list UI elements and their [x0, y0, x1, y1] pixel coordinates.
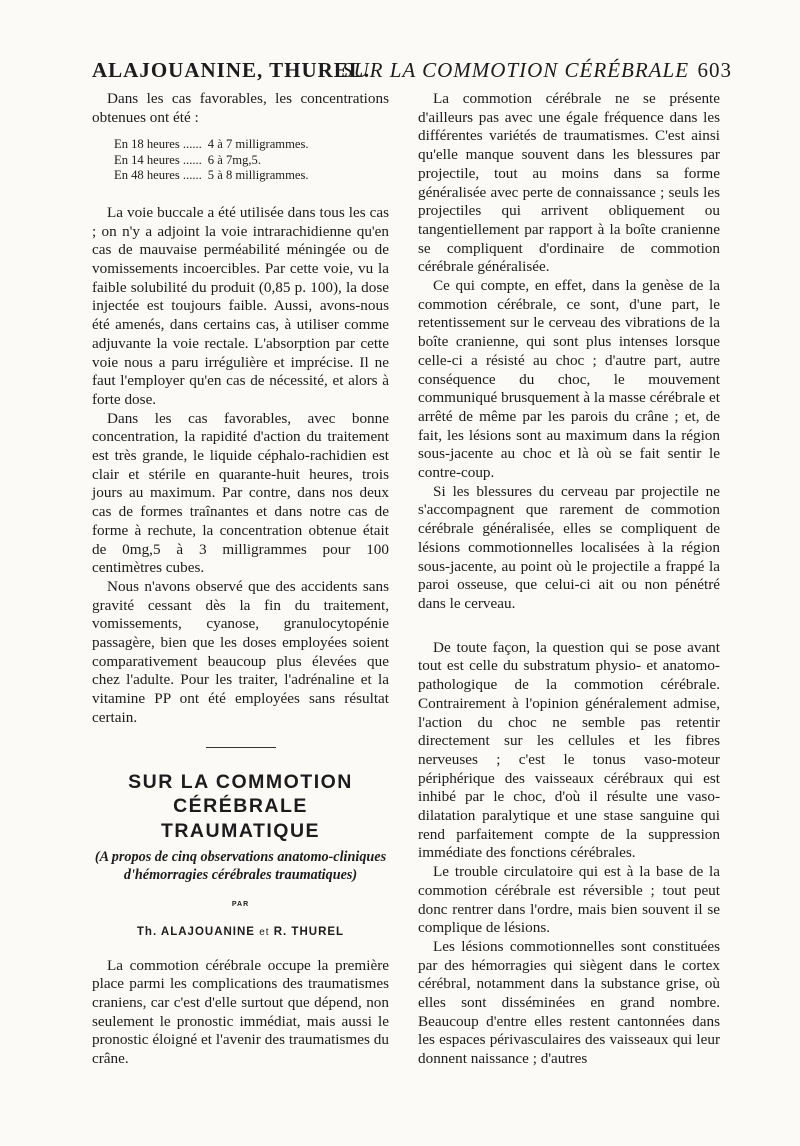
table-row	[114, 168, 315, 184]
article-title	[92, 770, 389, 844]
table-row	[114, 137, 315, 153]
paragraph: Si les blessures du cerveau par projectile ne s'accompagnent que rarement de commotion cérébrale généralisée, elles se compliquent de lésions commotionnelles localisées à la région sous-jacente, au point où le projectile a frappé la paroi osseuse, que celui-ci ait ou non pénétré dans le cerveau.	[418, 482, 720, 612]
value-cell: 6 à 7mg,5.	[207, 152, 261, 167]
running-header	[92, 58, 732, 88]
paragraph: Le trouble circulatoire qui est à la base de la commotion cérébrale est réversible ; tout peut donc rentrer dans l'ordre, mais bien souvent il se complique de lésions.	[418, 863, 720, 937]
time-cell: En 18 heures ......	[114, 137, 202, 152]
time-cell: En 48 heures ......	[114, 168, 202, 183]
paragraph: La voie buccale a été utilisée dans tous les cas ; on n'y a adjoint la voie intrarachidienne qu'en cas de mauvaise perméabilité méningée ou de vomissements incoercibles. Par cette voie, vu la faible solubilité du produit (0,85 p. 100), la dose injectée est toujours faible. Aussi, avons-nous été amenés, dans certains cas, à utiliser comme adjuvante la voie rectale. L'absorption par cette voie nous a paru irrégulière et imprécise. Il ne faut l'employer qu'en cas de nécessité, et alors à forte dose.	[92, 203, 389, 408]
section-divider	[206, 747, 276, 748]
paragraph: Nous n'avons observé que des accidents sans gravité cessant dès la fin du traitement, vomissements, cyanose, granulocytopénie passagère, bien que les doses employées soient comparativement beaucoup plus élevées que chez l'adulte. Pour les traiter, l'adrénaline et la vitamine PP ont été employées sans résultat certain.	[92, 577, 389, 726]
left-column	[92, 90, 389, 1069]
right-column	[418, 90, 720, 1069]
article-subtitle: (A propos de cinq observations anatomo-cliniques d'hémorragies cérébrales traumatiques)	[94, 849, 387, 883]
byline-conjunction: et	[259, 926, 270, 938]
article-title-line: TRAUMATIQUE	[160, 819, 321, 842]
header-title: SUR LA COMMOTION CÉRÉBRALE	[342, 58, 690, 82]
paragraph: La commotion cérébrale ne se présente d'ailleurs pas avec une égale fréquence dans les différentes variétés de traumatismes. C'est ainsi qu'elle manque souvent dans les blessures par projectile, tout au moins dans sa forme généralisée avec perte de connaissance ; seuls les projectiles qui arrivent obliquement ou tangentiellement par rapport à la boîte cranienne se compliquent d'ordinaire de commotion cérébrale généralisée.	[418, 90, 720, 276]
paragraph: Ce qui compte, en effet, dans la genèse de la commotion cérébrale, ce sont, d'une part, le retentissement sur le cerveau des vibrations de la boîte cranienne, qui sont plus intenses lorsque celle-ci a résisté au choc ; d'autre part, autre conséquence du choc, le mouvement communiqué brusquement à la masse cérébrale et arrêté de même par les parois du crâne ; et, de fait, les lésions sont au maximum dans la région sous-jacente au choc et là où se fait sentir le contre-coup.	[418, 277, 720, 482]
table-row	[114, 153, 315, 169]
article-byline	[92, 923, 389, 943]
article-title-line: SUR LA COMMOTION	[128, 770, 353, 793]
time-cell: En 14 heures ......	[114, 152, 202, 167]
concentration-table	[114, 137, 315, 184]
author-name: R. THUREL	[273, 925, 345, 938]
value-cell: 5 à 8 milligrammes.	[207, 168, 309, 183]
paragraph: Dans les cas favorables, avec bonne concentration, la rapidité d'action du traitement est très grande, le liquide céphalo-rachidien est clair et stérile en quarante-huit heures, trois jours au maximum. Par contre, dans nos deux cas de formes traînantes et dans notre cas de forme à rechute, la concentration obtenue était de 0mg,5 à 3 milligrammes pour 100 centimètres cubes.	[92, 409, 389, 577]
value-cell: 4 à 7 milligrammes.	[207, 137, 309, 152]
byline-par: PAR	[231, 901, 250, 909]
paragraph: De toute façon, la question qui se pose avant tout est celle du substratum physio- et anatomo-pathologique de la commotion cérébrale. Contrairement à l'opinion généralement admise, l'action du choc ne semble pas retentir directement sur les cellules et les fibres nerveuses ; c'est le tonus vaso-moteur périphérique des vaisseaux cérébraux qui est inhibé par le choc, d'où il résulte une vaso-dilatation paralytique et une stase sanguine qui rend parfaitement compte de la suppression immédiate des fonctions cérébrales.	[418, 638, 720, 862]
article-title-line: CÉRÉBRALE	[173, 795, 308, 818]
concentration-intro: Dans les cas favorables, les concentrations obtenues ont été :	[92, 90, 389, 126]
author-name: Th. ALAJOUANINE	[136, 925, 255, 938]
paragraph: La commotion cérébrale occupe la première place parmi les complications des traumatismes craniens, car c'est d'elle surtout que dépend, non seulement le pronostic immédiat, mais aussi le pronostic éloigné et l'avenir des traumatismes du crâne.	[92, 956, 389, 1068]
header-authors: ALAJOUANINE, THUREL.	[92, 58, 371, 82]
page-number: 603	[697, 58, 732, 82]
paragraph: Les lésions commotionnelles sont constituées par des hémorragies qui siègent dans le cortex cérébral, notamment dans la substance grise, où elles sont disséminées en grand nombre. Beaucoup d'entre elles restent cantonnées dans les espaces périvasculaires des vaisseaux qui leur donnent naissance ; d'autres	[418, 937, 720, 1068]
